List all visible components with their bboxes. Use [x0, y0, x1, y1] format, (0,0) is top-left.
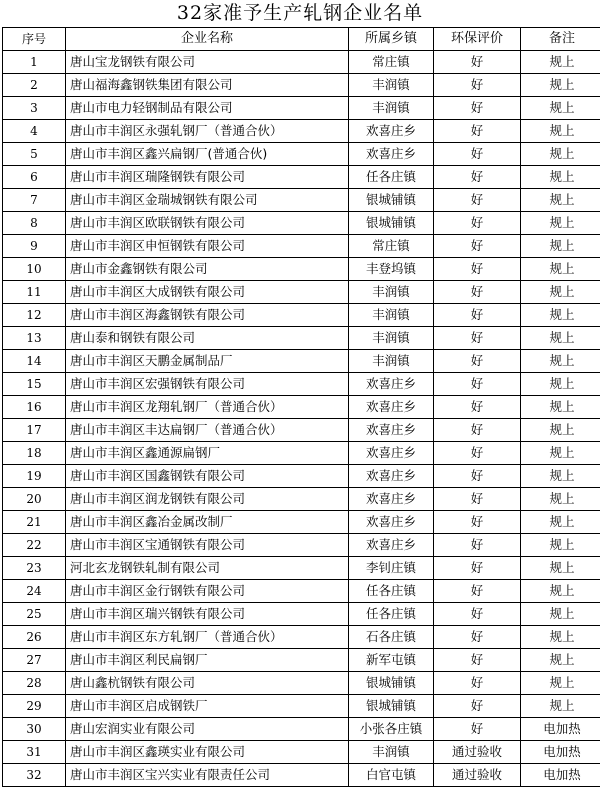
- cell-note: 规上: [521, 189, 600, 212]
- cell-town: 白官屯镇: [349, 764, 434, 787]
- cell-town: 丰润镇: [349, 350, 434, 373]
- cell-town: 丰润镇: [349, 741, 434, 764]
- cell-town: 银城铺镇: [349, 672, 434, 695]
- cell-town: 欢喜庄乡: [349, 143, 434, 166]
- cell-no: 26: [3, 626, 66, 649]
- table-row: [3, 120, 600, 143]
- table-row: [3, 212, 600, 235]
- cell-no: 23: [3, 557, 66, 580]
- header-note: 备注: [521, 28, 600, 51]
- cell-name: 唐山市丰润区瑞兴钢铁有限公司: [66, 603, 349, 626]
- cell-note: 规上: [521, 97, 600, 120]
- table-row: [3, 764, 600, 787]
- table-row: [3, 488, 600, 511]
- cell-no: 15: [3, 373, 66, 396]
- cell-note: 规上: [521, 534, 600, 557]
- table-row: [3, 97, 600, 120]
- cell-note: 规上: [521, 304, 600, 327]
- cell-eval: 好: [434, 327, 521, 350]
- cell-name: 唐山泰和钢铁有限公司: [66, 327, 349, 350]
- table-row: [3, 557, 600, 580]
- table-row: [3, 741, 600, 764]
- cell-no: 5: [3, 143, 66, 166]
- cell-no: 22: [3, 534, 66, 557]
- cell-no: 24: [3, 580, 66, 603]
- cell-name: 唐山宝龙钢铁有限公司: [66, 51, 349, 74]
- table-row: [3, 235, 600, 258]
- cell-note: 规上: [521, 580, 600, 603]
- cell-town: 任各庄镇: [349, 580, 434, 603]
- table-row: [3, 580, 600, 603]
- enterprise-table: [2, 27, 600, 787]
- cell-town: 石各庄镇: [349, 626, 434, 649]
- table-row: [3, 465, 600, 488]
- header-town: 所属乡镇: [349, 28, 434, 51]
- cell-name: 唐山市丰润区鑫冶金属改制厂: [66, 511, 349, 534]
- cell-eval: 好: [434, 672, 521, 695]
- cell-eval: 好: [434, 51, 521, 74]
- cell-no: 3: [3, 97, 66, 120]
- cell-name: 唐山市丰润区润龙钢铁有限公司: [66, 488, 349, 511]
- cell-town: 丰润镇: [349, 97, 434, 120]
- cell-no: 30: [3, 718, 66, 741]
- cell-eval: 好: [434, 603, 521, 626]
- cell-town: 欢喜庄乡: [349, 419, 434, 442]
- cell-name: 唐山市丰润区启成钢铁厂: [66, 695, 349, 718]
- cell-no: 7: [3, 189, 66, 212]
- cell-town: 丰润镇: [349, 304, 434, 327]
- cell-name: 唐山鑫杭钢铁有限公司: [66, 672, 349, 695]
- cell-town: 欢喜庄乡: [349, 373, 434, 396]
- table-row: [3, 511, 600, 534]
- cell-name: 唐山市丰润区龙翔轧钢厂（普通合伙）: [66, 396, 349, 419]
- cell-note: 规上: [521, 603, 600, 626]
- cell-eval: 好: [434, 695, 521, 718]
- cell-eval: 好: [434, 419, 521, 442]
- cell-name: 唐山宏润实业有限公司: [66, 718, 349, 741]
- cell-no: 12: [3, 304, 66, 327]
- cell-note: 规上: [521, 442, 600, 465]
- cell-note: 规上: [521, 258, 600, 281]
- cell-no: 1: [3, 51, 66, 74]
- cell-no: 6: [3, 166, 66, 189]
- cell-name: 唐山市丰润区宝通钢铁有限公司: [66, 534, 349, 557]
- cell-no: 17: [3, 419, 66, 442]
- cell-no: 9: [3, 235, 66, 258]
- cell-no: 2: [3, 74, 66, 97]
- cell-town: 欢喜庄乡: [349, 442, 434, 465]
- cell-eval: 通过验收: [434, 741, 521, 764]
- cell-no: 20: [3, 488, 66, 511]
- cell-note: 规上: [521, 166, 600, 189]
- cell-eval: 好: [434, 143, 521, 166]
- cell-no: 32: [3, 764, 66, 787]
- cell-note: 规上: [521, 626, 600, 649]
- cell-town: 任各庄镇: [349, 603, 434, 626]
- cell-note: 规上: [521, 557, 600, 580]
- table-row: [3, 74, 600, 97]
- table-row: [3, 350, 600, 373]
- table-row: [3, 672, 600, 695]
- cell-town: 常庄镇: [349, 51, 434, 74]
- cell-no: 31: [3, 741, 66, 764]
- cell-name: 唐山市丰润区天鹏金属制品厂: [66, 350, 349, 373]
- cell-name: 唐山市丰润区利民扁钢厂: [66, 649, 349, 672]
- cell-no: 14: [3, 350, 66, 373]
- cell-no: 8: [3, 212, 66, 235]
- cell-town: 欢喜庄乡: [349, 534, 434, 557]
- table-row: [3, 281, 600, 304]
- cell-eval: 好: [434, 166, 521, 189]
- cell-note: 规上: [521, 649, 600, 672]
- table-row: [3, 189, 600, 212]
- cell-eval: 好: [434, 120, 521, 143]
- cell-note: 电加热: [521, 741, 600, 764]
- cell-no: 13: [3, 327, 66, 350]
- cell-note: 规上: [521, 281, 600, 304]
- cell-note: 规上: [521, 488, 600, 511]
- cell-eval: 好: [434, 626, 521, 649]
- cell-eval: 好: [434, 304, 521, 327]
- cell-note: 规上: [521, 212, 600, 235]
- cell-town: 银城铺镇: [349, 695, 434, 718]
- cell-town: 李钊庄镇: [349, 557, 434, 580]
- cell-eval: 好: [434, 97, 521, 120]
- cell-eval: 好: [434, 442, 521, 465]
- cell-town: 常庄镇: [349, 235, 434, 258]
- cell-no: 10: [3, 258, 66, 281]
- cell-eval: 好: [434, 373, 521, 396]
- spreadsheet-sheet: [2, 0, 598, 787]
- table-row: [3, 603, 600, 626]
- cell-no: 4: [3, 120, 66, 143]
- cell-note: 规上: [521, 672, 600, 695]
- cell-no: 16: [3, 396, 66, 419]
- cell-eval: 好: [434, 718, 521, 741]
- cell-no: 18: [3, 442, 66, 465]
- header-eval: 环保评价: [434, 28, 521, 51]
- cell-name: 唐山市丰润区金行钢铁有限公司: [66, 580, 349, 603]
- cell-name: 唐山市丰润区瑞隆钢铁有限公司: [66, 166, 349, 189]
- cell-eval: 好: [434, 465, 521, 488]
- cell-name: 唐山市丰润区金瑞城钢铁有限公司: [66, 189, 349, 212]
- cell-name: 唐山市金鑫钢铁有限公司: [66, 258, 349, 281]
- cell-no: 27: [3, 649, 66, 672]
- cell-name: 唐山市丰润区宏强钢铁有限公司: [66, 373, 349, 396]
- table-row: [3, 327, 600, 350]
- cell-note: 规上: [521, 235, 600, 258]
- table-row: [3, 534, 600, 557]
- table-row: [3, 442, 600, 465]
- cell-eval: 好: [434, 557, 521, 580]
- cell-town: 小张各庄镇: [349, 718, 434, 741]
- cell-name: 唐山市丰润区永强轧钢厂（普通合伙）: [66, 120, 349, 143]
- cell-eval: 好: [434, 235, 521, 258]
- cell-name: 唐山市电力轻钢制品有限公司: [66, 97, 349, 120]
- cell-name: 唐山市丰润区鑫通源扁钢厂: [66, 442, 349, 465]
- cell-note: 规上: [521, 350, 600, 373]
- table-row: [3, 143, 600, 166]
- table-row: [3, 396, 600, 419]
- cell-eval: 好: [434, 350, 521, 373]
- cell-town: 银城铺镇: [349, 212, 434, 235]
- table-row: [3, 626, 600, 649]
- cell-no: 21: [3, 511, 66, 534]
- cell-name: 唐山市丰润区鑫瑛实业有限公司: [66, 741, 349, 764]
- cell-name: 唐山市丰润区欧联钢铁有限公司: [66, 212, 349, 235]
- cell-name: 唐山市丰润区鑫兴扁钢厂(普通合伙): [66, 143, 349, 166]
- cell-note: 规上: [521, 120, 600, 143]
- cell-town: 欢喜庄乡: [349, 396, 434, 419]
- cell-no: 25: [3, 603, 66, 626]
- cell-note: 规上: [521, 373, 600, 396]
- cell-note: 规上: [521, 511, 600, 534]
- table-row: [3, 373, 600, 396]
- cell-town: 丰润镇: [349, 74, 434, 97]
- cell-town: 丰登坞镇: [349, 258, 434, 281]
- table-row: [3, 166, 600, 189]
- cell-no: 19: [3, 465, 66, 488]
- cell-eval: 好: [434, 189, 521, 212]
- cell-eval: 好: [434, 396, 521, 419]
- table-row: [3, 718, 600, 741]
- cell-name: 唐山市丰润区东方轧钢厂（普通合伙）: [66, 626, 349, 649]
- cell-name: 唐山市丰润区宝兴实业有限责任公司: [66, 764, 349, 787]
- cell-note: 电加热: [521, 764, 600, 787]
- cell-name: 唐山市丰润区大成钢铁有限公司: [66, 281, 349, 304]
- cell-town: 任各庄镇: [349, 166, 434, 189]
- cell-note: 规上: [521, 143, 600, 166]
- table-row: [3, 695, 600, 718]
- cell-town: 欢喜庄乡: [349, 465, 434, 488]
- cell-no: 28: [3, 672, 66, 695]
- cell-eval: 好: [434, 534, 521, 557]
- table-header-row: [3, 28, 600, 51]
- cell-note: 规上: [521, 396, 600, 419]
- table-row: [3, 649, 600, 672]
- cell-town: 丰润镇: [349, 327, 434, 350]
- cell-eval: 好: [434, 649, 521, 672]
- table-row: [3, 304, 600, 327]
- cell-town: 欢喜庄乡: [349, 120, 434, 143]
- table-row: [3, 419, 600, 442]
- cell-town: 新军屯镇: [349, 649, 434, 672]
- cell-note: 规上: [521, 327, 600, 350]
- cell-town: 银城铺镇: [349, 189, 434, 212]
- cell-eval: 好: [434, 511, 521, 534]
- cell-eval: 好: [434, 488, 521, 511]
- cell-no: 29: [3, 695, 66, 718]
- cell-name: 唐山福海鑫钢铁集团有限公司: [66, 74, 349, 97]
- table-row: [3, 51, 600, 74]
- header-no: 序号: [3, 28, 66, 51]
- cell-note: 规上: [521, 51, 600, 74]
- cell-town: 欢喜庄乡: [349, 488, 434, 511]
- table-row: [3, 258, 600, 281]
- cell-eval: 好: [434, 74, 521, 97]
- cell-name: 唐山市丰润区申恒钢铁有限公司: [66, 235, 349, 258]
- cell-name: 唐山市丰润区海鑫钢铁有限公司: [66, 304, 349, 327]
- cell-name: 河北玄龙钢铁轧制有限公司: [66, 557, 349, 580]
- cell-note: 电加热: [521, 718, 600, 741]
- cell-town: 欢喜庄乡: [349, 511, 434, 534]
- cell-name: 唐山市丰润区国鑫钢铁有限公司: [66, 465, 349, 488]
- cell-eval: 好: [434, 281, 521, 304]
- cell-eval: 好: [434, 258, 521, 281]
- cell-eval: 好: [434, 580, 521, 603]
- cell-note: 规上: [521, 695, 600, 718]
- cell-town: 丰润镇: [349, 281, 434, 304]
- cell-note: 规上: [521, 465, 600, 488]
- cell-note: 规上: [521, 419, 600, 442]
- cell-no: 11: [3, 281, 66, 304]
- cell-eval: 好: [434, 212, 521, 235]
- table-body: [3, 51, 600, 787]
- cell-note: 规上: [521, 74, 600, 97]
- cell-eval: 通过验收: [434, 764, 521, 787]
- header-name: 企业名称: [66, 28, 349, 51]
- page-title: 32家准予生产轧钢企业名单: [176, 2, 424, 24]
- cell-name: 唐山市丰润区丰达扁钢厂（普通合伙）: [66, 419, 349, 442]
